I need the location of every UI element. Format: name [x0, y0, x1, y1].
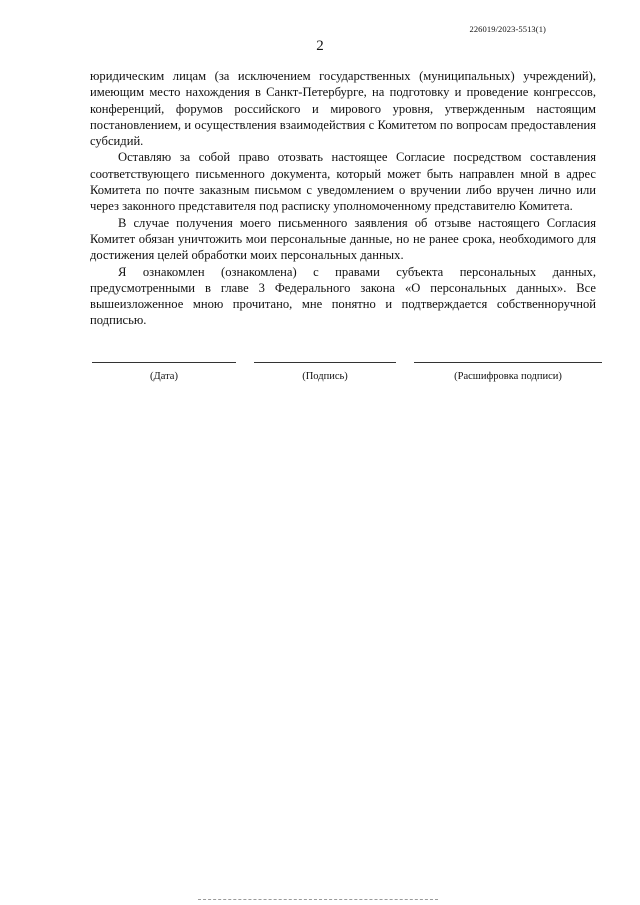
decoding-caption: (Расшифровка подписи) [454, 371, 562, 382]
page-number: 2 [316, 38, 324, 54]
signature-caption: (Подпись) [302, 371, 348, 382]
scan-edge-mark [198, 899, 438, 900]
signature-line [254, 362, 396, 363]
decoding-line [414, 362, 602, 363]
date-line [92, 362, 236, 363]
paragraph-continuation: юридическим лицам (за исключением государственных (муниципальных) учреждений), имеющим место нахождения в Санкт-Петербурге, на подготовку и проведение конгрессов, конференций, форумов российского и мирового уровня, утвержденным настоящим постановлением, и осуществления взаимодействия с Комитетом по вопросам предоставления субсидий. [90, 69, 596, 149]
document-body [90, 68, 596, 329]
document-id: 226019/2023-5513(1) [469, 24, 546, 34]
date-caption: (Дата) [150, 371, 178, 382]
paragraph-revocation-right: Оставляю за собой право отозвать настоящее Согласие посредством составления соответствующего письменного документа, который может быть направлен мной в адрес Комитета по почте заказным письмом с уведомлением о вручении либо вручен лично или через законного представителя под расписку уполномоченному представителю Комитета. [90, 150, 596, 214]
paragraph-data-destruction: В случае получения моего письменного заявления об отзыве настоящего Согласия Комитет обязан уничтожить мои персональные данные, но не ранее срока, необходимого для достижения целей обработки моих персональных данных. [90, 215, 596, 263]
paragraph-acknowledgement: Я ознакомлен (ознакомлена) с правами субъекта персональных данных, предусмотренными в главе 3 Федерального закона «О персональных данных». Все вышеизложенное мною прочитано, мне понятно и подтверждается собственноручной подписью. [90, 264, 596, 328]
